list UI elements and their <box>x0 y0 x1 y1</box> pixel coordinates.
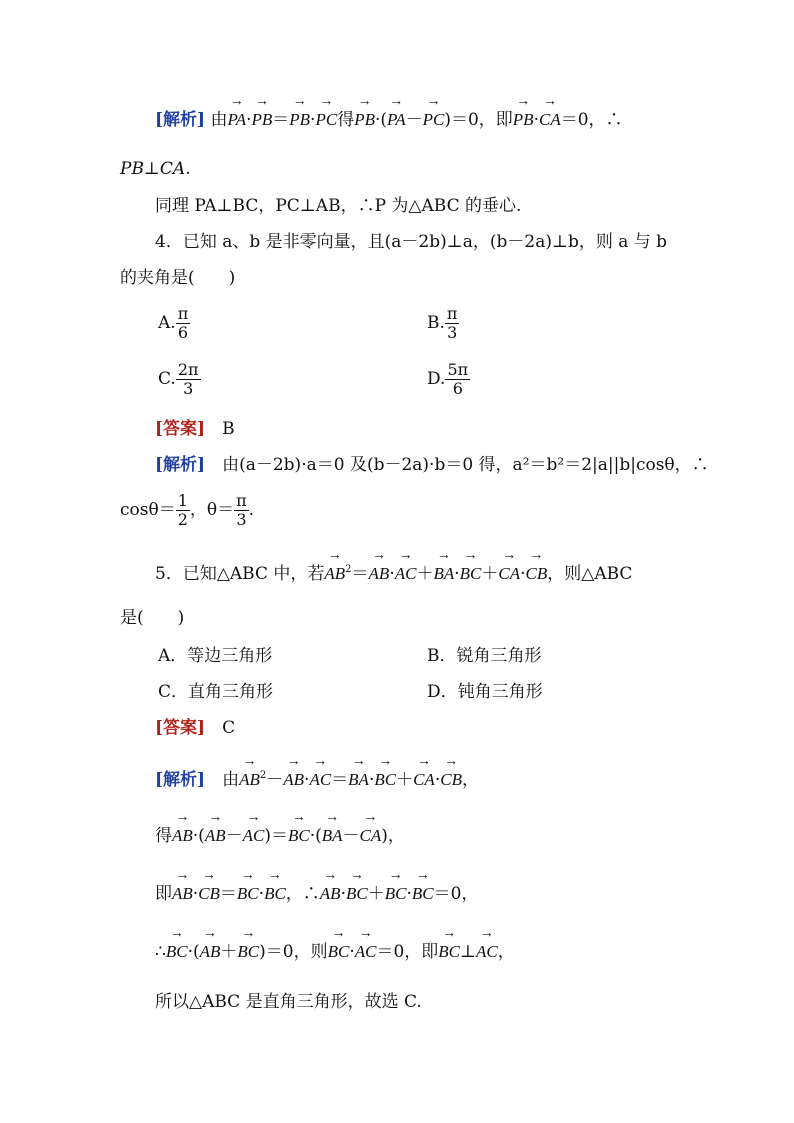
q4-answer: [答案] B <box>155 419 235 439</box>
q4-option-a: A. $\frac{\pi}{6}$ <box>158 304 189 342</box>
q5-analysis-4: ∴→ BC·(→ AB＋→ BC)＝0，则→ BC·→ AC＝0，即→ BC⊥→ AC， <box>155 941 515 963</box>
q5-analysis-3: 即→ AB·→ CB＝→ BC·→ BC，∴→ AB·→ BC＋→ BC·→ BC＝0， <box>155 883 478 905</box>
q5-stem-2: 是( ) <box>120 608 185 628</box>
q4-option-d: D. $\frac{5\pi}{6}$ <box>427 360 469 398</box>
q4-stem-2: 的夹角是( ) <box>120 268 236 288</box>
analysis-line-2: PB⊥CA. <box>120 159 191 179</box>
q4-option-c: C. $\frac{2\pi}{3}$ <box>158 360 199 398</box>
q5-analysis-2: 得→ AB·(→ AB－→ AC)＝→ BC·(→ BA－→ CA)， <box>155 825 405 847</box>
q4-analysis-2: cosθ＝ $\frac{1}{2}$ ，θ＝ $\frac{\pi}{3}$ . <box>120 491 255 529</box>
q5-option-a: A．等边三角形 <box>158 646 273 666</box>
analysis-line-1: [解析] 由→ PA·→ PB＝→ PB·→ PC得→ PB·(→ PA－→ PC)＝0，即→ PB·→ CA＝0，∴ <box>155 109 623 131</box>
q5-stem-1: 5．已知△ABC 中，若→ $AB^2=\to AB\cdot\to AC+\to BA\cdot\to BC+\to CA\cdot\to$ CB，则△ABC <box>155 559 632 585</box>
q5-option-c: C．直角三角形 <box>158 682 274 702</box>
analysis-tag: [解析] <box>155 110 206 130</box>
q4-analysis-1: [解析] 由(a－2b)·a＝0 及(b－2a)·b＝0 得，a²＝b²＝2|a||b|cosθ，∴ <box>155 455 709 475</box>
q5-option-d: D．钝角三角形 <box>427 682 543 702</box>
q5-analysis-1: [解析] 由→ $AB^2-\to AB\cdot\to AC=\to BA\cdot\to BC+\to CA\cdot\to$ CB， <box>155 765 479 791</box>
q4-stem-1: 4．已知 a、b 是非零向量，且(a－2b)⊥a，(b－2a)⊥b，则 a 与 b <box>155 232 668 252</box>
q5-conclusion: 所以△ABC 是直角三角形，故选 C. <box>155 992 422 1012</box>
analysis-line-3: 同理 PA⊥BC，PC⊥AB，∴P 为△ABC 的垂心. <box>155 196 522 216</box>
q5-option-b: B．锐角三角形 <box>427 646 542 666</box>
q5-answer: [答案] C <box>155 718 236 738</box>
q4-option-b: B. $\frac{\pi}{3}$ <box>427 304 458 342</box>
